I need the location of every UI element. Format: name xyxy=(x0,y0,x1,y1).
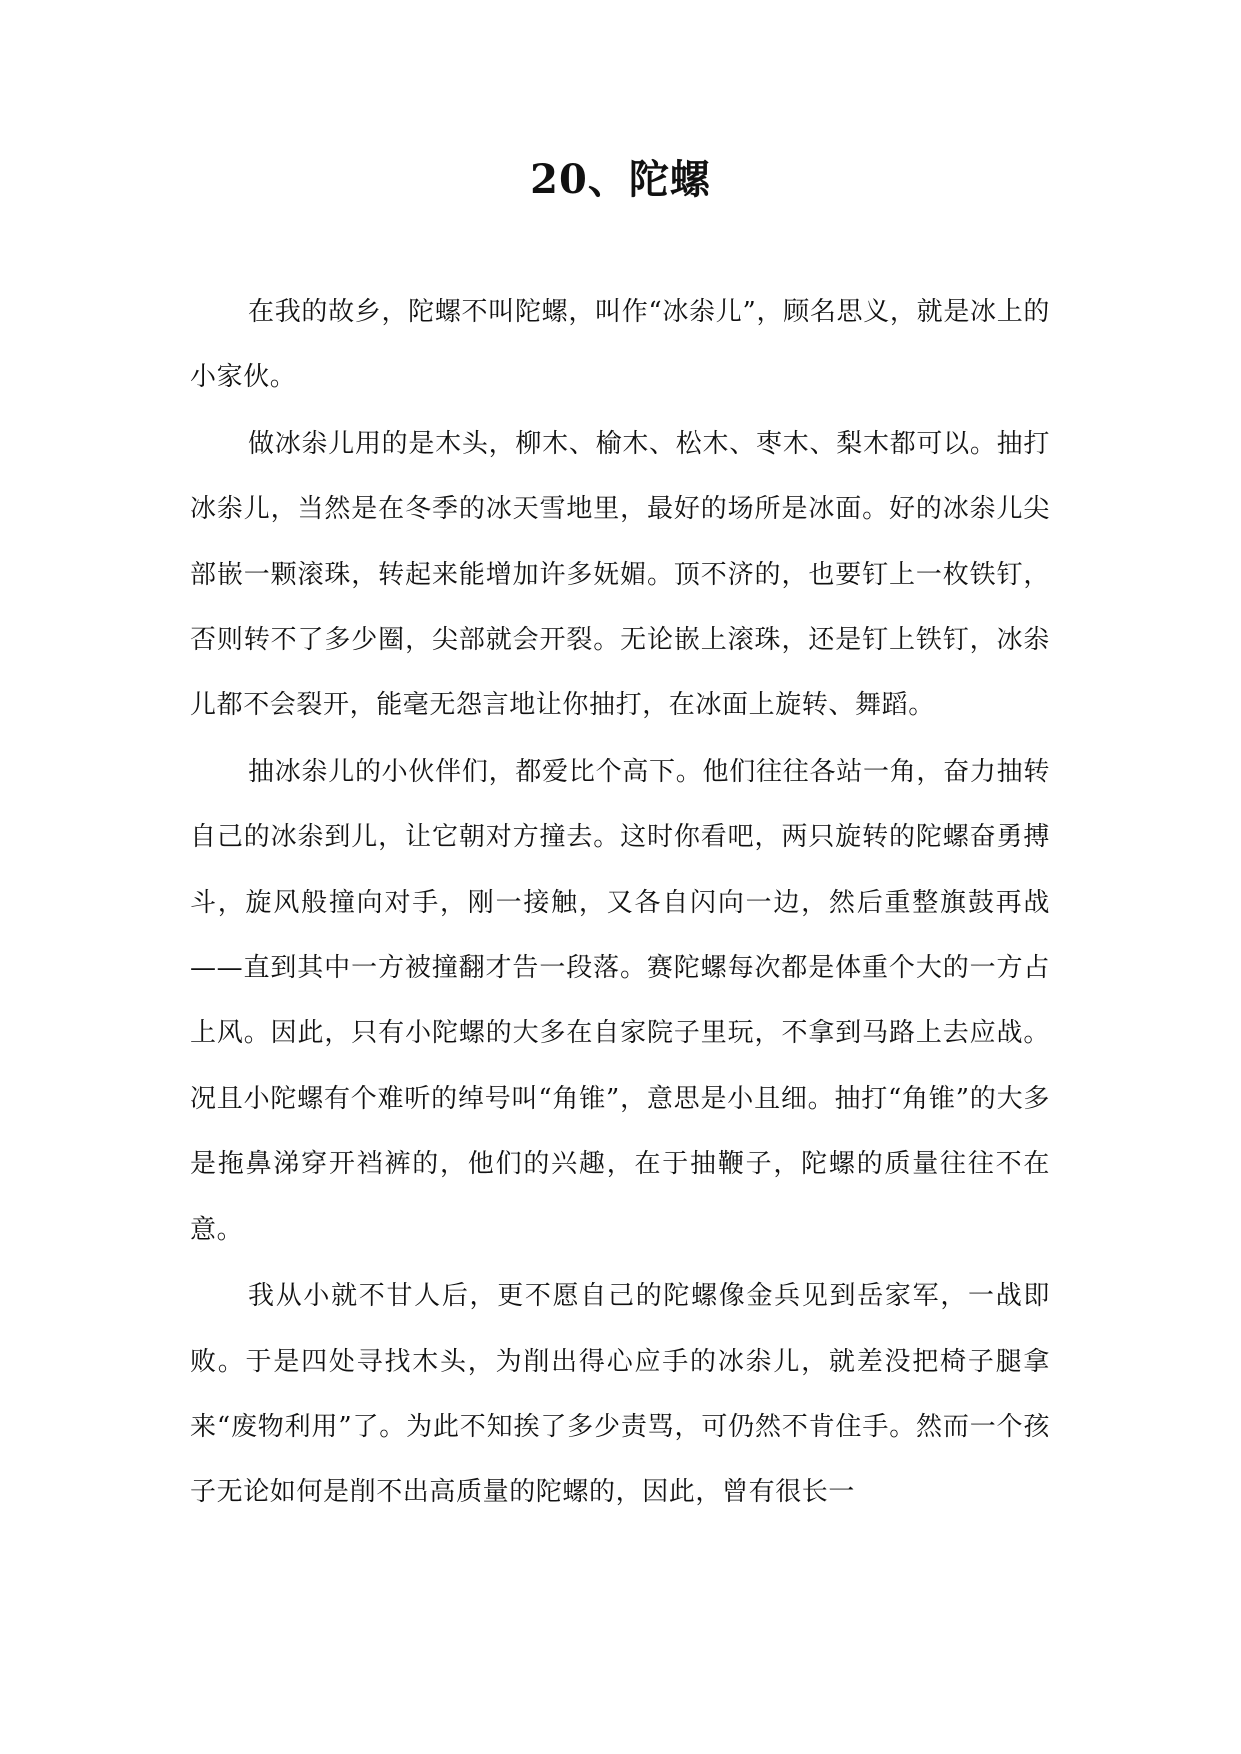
paragraph-1: 在我的故乡，陀螺不叫陀螺，叫作“冰尜儿”，顾名思义，就是冰上的小家伙。 xyxy=(190,297,1050,393)
article-body xyxy=(190,280,1050,1527)
paragraph-3: 抽冰尜儿的小伙伴们，都爱比个高下。他们往往各站一角，奋力抽转自己的冰尜到儿，让它朝对方撞去。这时你看吧，两只旋转的陀螺奋勇搏斗，旋风般撞向对手，刚一接触，又各自闪向一边，然后重整旗鼓再战——直到其中一方被撞翻才告一段落。赛陀螺每次都是体重个大的一方占上风。因此，只有小陀螺的大多在自家院子里玩，不拿到马路上去应战。况且小陀螺有个难听的绰号叫“角锥”，意思是小且细。抽打“角锥”的大多是拖鼻涕穿开裆裤的，他们的兴趣，在于抽鞭子，陀螺的质量往往不在意。 xyxy=(190,756,1050,1245)
page-title: 20、陀螺 xyxy=(530,156,711,203)
paragraph-4: 我从小就不甘人后，更不愿自己的陀螺像金兵见到岳家军，一战即败。于是四处寻找木头，为削出得心应手的冰尜儿，就差没把椅子腿拿来“废物利用”了。为此不知挨了多少责骂，可仍然不肯住手。然而一个孩子无论如何是削不出高质量的陀螺的，因此，曾有很长一 xyxy=(190,1281,1050,1508)
paragraph-2: 做冰尜儿用的是木头，柳木、榆木、松木、枣木、梨木都可以。抽打冰尜儿，当然是在冬季的冰天雪地里，最好的场所是冰面。好的冰尜儿尖部嵌一颗滚珠，转起来能增加许多妩媚。顶不济的，也要钉上一枚铁钉，否则转不了多少圈，尖部就会开裂。无论嵌上滚珠，还是钉上铁钉，冰尜儿都不会裂开，能毫无怨言地让你抽打，在冰面上旋转、舞蹈。 xyxy=(190,428,1050,721)
